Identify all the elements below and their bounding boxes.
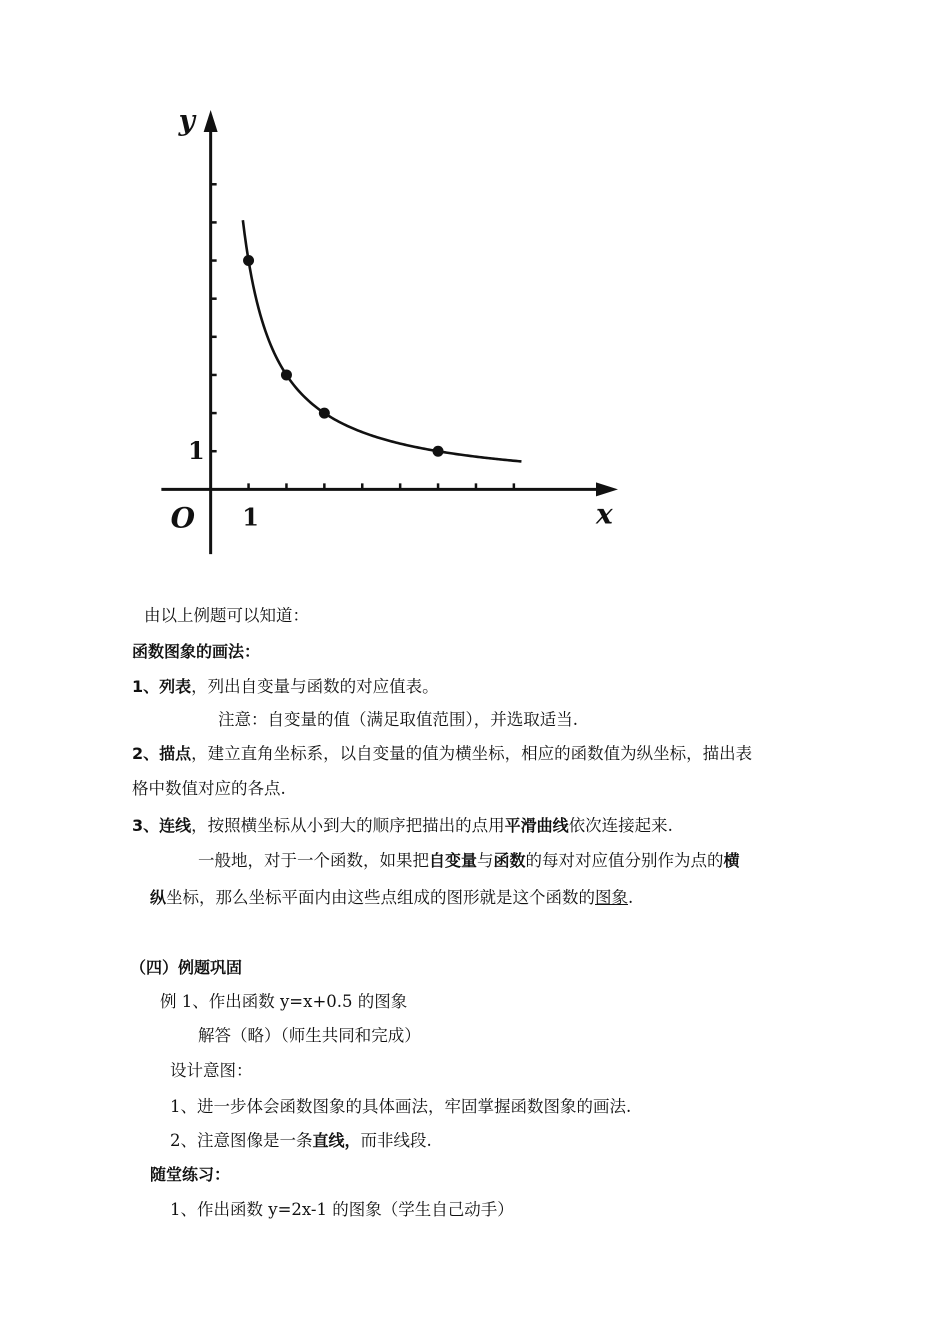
function-curve: [243, 220, 522, 461]
x-tick-label-1: 1: [242, 502, 259, 532]
general-keyword-vertical: 纵: [150, 888, 167, 907]
design2-text-a: 2、注意图像是一条: [170, 1131, 313, 1150]
step3-number: 3、: [132, 816, 160, 835]
method-heading: 函数图象的画法：: [132, 642, 261, 661]
y-axis-arrow: [204, 110, 218, 132]
data-point: [243, 255, 254, 266]
answer-line: 解答（略）（师生共同和完成）: [198, 1026, 421, 1045]
function-graph: [150, 108, 620, 558]
data-point: [433, 446, 444, 457]
step2-line: [132, 742, 752, 766]
step3-line: [132, 814, 673, 838]
design-intent-2: [170, 1129, 432, 1153]
y-axis-label: y: [178, 108, 195, 137]
example-1: 例 1、作出函数 y=x+0.5 的图象: [160, 992, 408, 1011]
data-point: [319, 408, 330, 419]
general-text-e: 的每对对应值分别作为点的: [525, 851, 724, 870]
step1-keyword: 列表: [159, 677, 192, 696]
design-intent-heading: 设计意图：: [170, 1061, 253, 1080]
origin-label: O: [170, 501, 196, 535]
x-axis-label: x: [596, 497, 613, 531]
intro-line: 由以上例题可以知道：: [144, 606, 309, 625]
section-4-heading: （四）例题巩固: [130, 958, 243, 977]
step2-continuation: 格中数值对应的各点.: [132, 779, 286, 798]
step3-keyword: 连线: [159, 816, 192, 835]
general-statement-line2: [150, 886, 633, 910]
general-underlined-graph: 图象: [595, 888, 629, 907]
step3-text: ，按照横坐标从小到大的顺序把描出的点用: [191, 816, 505, 835]
note-line: 注意：自变量的值（满足取值范围），并选取适当.: [218, 710, 578, 729]
step3-text-end: 依次连接起来.: [568, 816, 673, 835]
step1-line: [132, 675, 439, 699]
step2-text: ，建立直角坐标系，以自变量的值为横坐标，相应的函数值为纵坐标，描出表: [191, 744, 753, 763]
step2-keyword: 描点: [159, 744, 192, 763]
data-point: [281, 369, 292, 380]
general-text-a: 一般地，对于一个函数，如果把: [198, 851, 429, 870]
general-keyword-horizontal: 横: [723, 851, 740, 870]
x-axis-arrow: [596, 482, 618, 496]
y-tick-label-1: 1: [187, 436, 205, 466]
general-period: .: [628, 888, 634, 907]
general-text-b2: 坐标，那么坐标平面内由这些点组成的图形就是这个函数的: [166, 888, 596, 907]
practice-heading: 随堂练习：: [150, 1165, 231, 1184]
design2-text-c: 而非线段.: [360, 1131, 432, 1150]
general-statement-line1: [198, 849, 740, 873]
step3-keyword-smooth-curve: 平滑曲线: [504, 816, 569, 835]
step2-number: 2、: [132, 744, 160, 763]
step1-number: 1、: [132, 677, 160, 696]
general-keyword-function: 函数: [493, 851, 526, 870]
general-keyword-variable: 自变量: [429, 851, 478, 870]
practice-1: 1、作出函数 y=2x-1 的图象（学生自己动手）: [170, 1200, 514, 1219]
design2-keyword-line: 直线，: [312, 1131, 361, 1150]
step1-text: ，列出自变量与函数的对应值表。: [191, 677, 439, 696]
design-intent-1: 1、进一步体会函数图象的具体画法，牢固掌握函数图象的画法.: [170, 1097, 632, 1116]
general-text-c: 与: [477, 851, 494, 870]
